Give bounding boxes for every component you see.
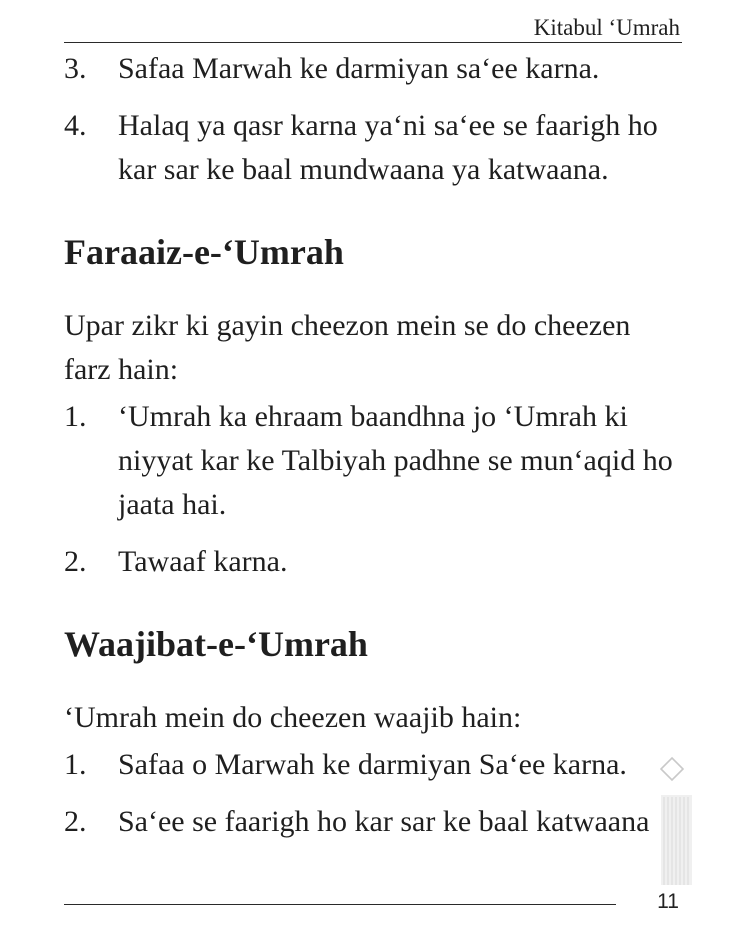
section-heading-waajibat: Waajibat-e-‘Umrah xyxy=(64,624,368,664)
list-item xyxy=(64,800,684,844)
list-number: 1. xyxy=(64,748,87,781)
section-intro-waajibat: ‘Umrah mein do cheezen waajib hain: xyxy=(64,701,522,734)
list-number: 2. xyxy=(64,545,87,578)
list-number: 3. xyxy=(64,52,87,85)
list-item xyxy=(64,47,684,91)
section-intro-faraaiz: Upar zikr ki gayin cheezon mein se do cheezen farz hain: xyxy=(64,309,631,386)
list-item xyxy=(64,104,684,192)
running-head: Kitabul ‘Umrah xyxy=(533,15,680,40)
list-text: Halaq ya qasr karna ya‘ni sa‘ee se faarigh ho kar sar ke baal mundwaana ya katwaana. xyxy=(118,109,658,186)
section-heading-faraaiz: Faraaiz-e-‘Umrah xyxy=(64,232,344,272)
list-text: Sa‘ee se faarigh ho kar sar ke baal katwaana xyxy=(118,805,650,838)
list-item xyxy=(64,395,684,527)
list-text: ‘Umrah ka ehraam baandhna jo ‘Umrah ki niyyat kar ke Talbiyah padhne se mun‘aqid ho jaata hai. xyxy=(118,400,673,521)
list-text: Tawaaf karna. xyxy=(118,545,288,578)
list-number: 1. xyxy=(64,400,87,433)
list-item xyxy=(64,743,684,787)
list-text: Safaa Marwah ke darmiyan sa‘ee karna. xyxy=(118,52,600,85)
header-rule xyxy=(64,42,682,43)
list-text: Safaa o Marwah ke darmiyan Sa‘ee karna. xyxy=(118,748,627,781)
footer-rule xyxy=(64,904,616,905)
page-content xyxy=(64,47,684,844)
page-number: 11 xyxy=(657,890,679,913)
bookmark-icon[interactable] xyxy=(652,755,692,890)
list-item xyxy=(64,540,684,584)
list-number: 2. xyxy=(64,805,87,838)
list-number: 4. xyxy=(64,109,87,142)
